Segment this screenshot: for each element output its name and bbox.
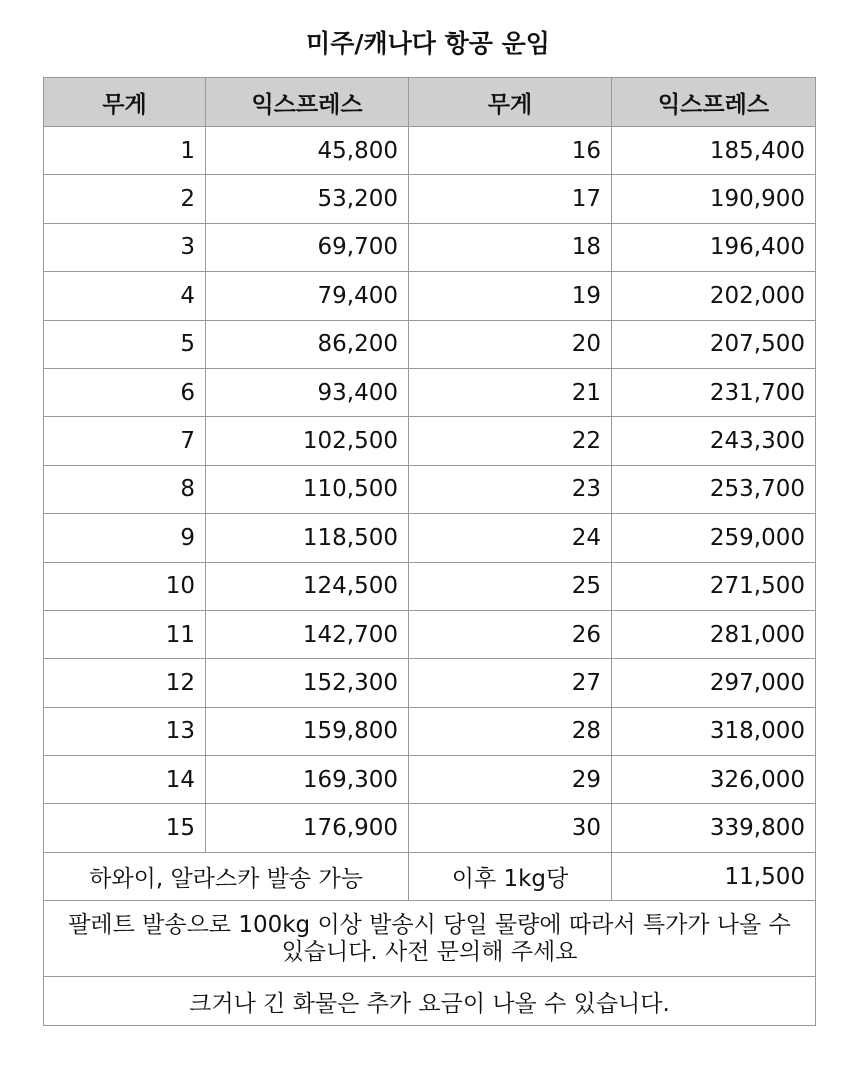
- weight-cell: 28: [409, 707, 612, 755]
- per-kg-rate: 11,500: [612, 852, 816, 900]
- weight-cell: 3: [44, 223, 206, 271]
- express-rate-cell: 118,500: [206, 514, 409, 562]
- express-rate-cell: 326,000: [612, 756, 816, 804]
- table-row: [44, 368, 816, 416]
- weight-cell: 6: [44, 368, 206, 416]
- table-row: [44, 514, 816, 562]
- express-rate-cell: 152,300: [206, 659, 409, 707]
- weight-cell: 25: [409, 562, 612, 610]
- express-rate-cell: 102,500: [206, 417, 409, 465]
- table-row: [44, 223, 816, 271]
- express-rate-cell: 297,000: [612, 659, 816, 707]
- table-row: [44, 610, 816, 658]
- express-rate-cell: 339,800: [612, 804, 816, 852]
- express-rate-cell: 281,000: [612, 610, 816, 658]
- oversize-note: 크거나 긴 화물은 추가 요금이 나올 수 있습니다.: [44, 977, 816, 1026]
- weight-cell: 29: [409, 756, 612, 804]
- per-kg-label: 이후 1kg당: [409, 852, 612, 900]
- weight-cell: 16: [409, 127, 612, 175]
- express-rate-cell: 190,900: [612, 175, 816, 223]
- express-rate-cell: 93,400: [206, 368, 409, 416]
- express-rate-cell: 207,500: [612, 320, 816, 368]
- table-row: [44, 272, 816, 320]
- table-row: [44, 756, 816, 804]
- express-rate-cell: 142,700: [206, 610, 409, 658]
- express-rate-cell: 69,700: [206, 223, 409, 271]
- weight-cell: 11: [44, 610, 206, 658]
- weight-cell: 7: [44, 417, 206, 465]
- express-rate-cell: 79,400: [206, 272, 409, 320]
- table-footer-row: [44, 852, 816, 900]
- express-rate-cell: 86,200: [206, 320, 409, 368]
- express-rate-cell: 259,000: [612, 514, 816, 562]
- express-rate-cell: 124,500: [206, 562, 409, 610]
- express-rate-cell: 271,500: [612, 562, 816, 610]
- express-rate-cell: 169,300: [206, 756, 409, 804]
- weight-cell: 23: [409, 465, 612, 513]
- express-rate-cell: 318,000: [612, 707, 816, 755]
- oversize-note-row: [44, 977, 816, 1026]
- express-rate-cell: 45,800: [206, 127, 409, 175]
- weight-cell: 1: [44, 127, 206, 175]
- express-rate-cell: 202,000: [612, 272, 816, 320]
- weight-cell: 4: [44, 272, 206, 320]
- weight-cell: 21: [409, 368, 612, 416]
- weight-cell: 10: [44, 562, 206, 610]
- table-row: [44, 707, 816, 755]
- header-express-left: 익스프레스: [206, 78, 409, 127]
- weight-cell: 19: [409, 272, 612, 320]
- express-rate-cell: 196,400: [612, 223, 816, 271]
- page-title: 미주/캐나다 항공 운임: [306, 29, 550, 58]
- rate-table: [43, 77, 816, 1026]
- table-header-row: [44, 78, 816, 127]
- table-row: [44, 320, 816, 368]
- weight-cell: 26: [409, 610, 612, 658]
- weight-cell: 2: [44, 175, 206, 223]
- weight-cell: 18: [409, 223, 612, 271]
- table-row: [44, 562, 816, 610]
- weight-cell: 17: [409, 175, 612, 223]
- pallet-note: 팔레트 발송으로 100kg 이상 발송시 당일 물량에 따라서 특가가 나올 수 있습니다. 사전 문의해 주세요: [44, 901, 816, 977]
- weight-cell: 30: [409, 804, 612, 852]
- weight-cell: 24: [409, 514, 612, 562]
- weight-cell: 20: [409, 320, 612, 368]
- express-rate-cell: 231,700: [612, 368, 816, 416]
- header-weight-left: 무게: [44, 78, 206, 127]
- table-row: [44, 127, 816, 175]
- express-rate-cell: 176,900: [206, 804, 409, 852]
- hawaii-alaska-note: 하와이, 알라스카 발송 가능: [44, 852, 409, 900]
- header-weight-right: 무게: [409, 78, 612, 127]
- express-rate-cell: 159,800: [206, 707, 409, 755]
- table-row: [44, 804, 816, 852]
- table-row: [44, 659, 816, 707]
- weight-cell: 13: [44, 707, 206, 755]
- weight-cell: 5: [44, 320, 206, 368]
- pallet-note-row: [44, 901, 816, 977]
- weight-cell: 14: [44, 756, 206, 804]
- weight-cell: 9: [44, 514, 206, 562]
- table-row: [44, 465, 816, 513]
- express-rate-cell: 185,400: [612, 127, 816, 175]
- weight-cell: 12: [44, 659, 206, 707]
- weight-cell: 27: [409, 659, 612, 707]
- weight-cell: 8: [44, 465, 206, 513]
- weight-cell: 22: [409, 417, 612, 465]
- header-express-right: 익스프레스: [612, 78, 816, 127]
- express-rate-cell: 243,300: [612, 417, 816, 465]
- rate-table-body: [44, 127, 816, 853]
- weight-cell: 15: [44, 804, 206, 852]
- express-rate-cell: 110,500: [206, 465, 409, 513]
- express-rate-cell: 253,700: [612, 465, 816, 513]
- table-row: [44, 417, 816, 465]
- table-row: [44, 175, 816, 223]
- express-rate-cell: 53,200: [206, 175, 409, 223]
